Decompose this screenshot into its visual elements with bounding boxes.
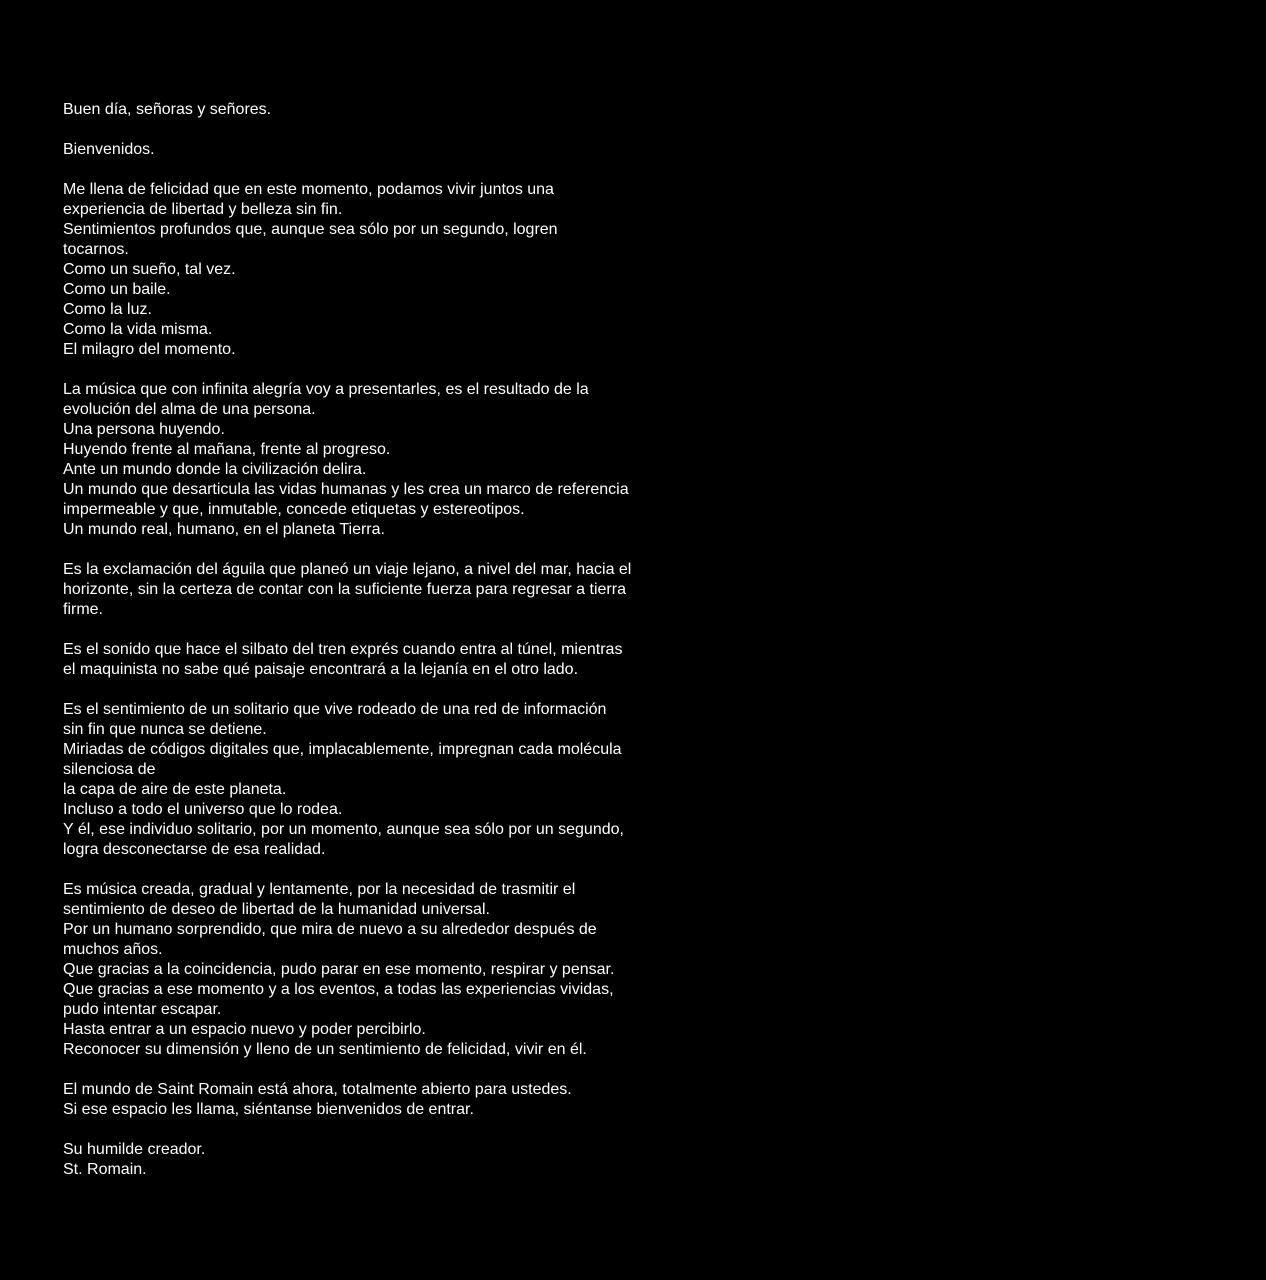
paragraph-gap <box>63 680 683 700</box>
text-line: firme. <box>63 601 103 618</box>
text-line: Un mundo real, humano, en el planeta Tierra. <box>63 521 385 538</box>
paragraph-gap <box>63 1120 683 1140</box>
paragraph <box>63 700 683 860</box>
text-line: Incluso a todo el universo que lo rodea. <box>63 801 343 818</box>
paragraph-gap <box>63 1060 683 1080</box>
text-line: Que gracias a ese momento y a los eventos, a todas las experiencias vividas, <box>63 981 614 998</box>
text-line: Como la luz. <box>63 301 152 318</box>
text-line: tocarnos. <box>63 241 129 258</box>
paragraph-gap <box>63 620 683 640</box>
text-line: logra desconectarse de esa realidad. <box>63 841 326 858</box>
text-line: Que gracias a la coincidencia, pudo parar en ese momento, respirar y pensar. <box>63 961 615 978</box>
text-line: Y él, ese individuo solitario, por un momento, aunque sea sólo por un segundo, <box>63 821 624 838</box>
text-line: sin fin que nunca se detiene. <box>63 721 267 738</box>
text-line: St. Romain. <box>63 1161 147 1178</box>
text-line: Un mundo que desarticula las vidas humanas y les crea un marco de referencia <box>63 481 629 498</box>
paragraph-gap <box>63 860 683 880</box>
text-line: sentimiento de deseo de libertad de la humanidad universal. <box>63 901 490 918</box>
text-line: Miriadas de códigos digitales que, implacablemente, impregnan cada molécula <box>63 741 622 758</box>
text-line: La música que con infinita alegría voy a presentarles, es el resultado de la <box>63 381 589 398</box>
text-line: silenciosa de <box>63 761 156 778</box>
text-line: Buen día, señoras y señores. <box>63 101 272 118</box>
text-line: Como un sueño, tal vez. <box>63 261 236 278</box>
paragraph <box>63 880 683 1060</box>
paragraph-gap <box>63 120 683 140</box>
text-line: El mundo de Saint Romain está ahora, totalmente abierto para ustedes. <box>63 1081 572 1098</box>
text-line: experiencia de libertad y belleza sin fin. <box>63 201 343 218</box>
text-line: Huyendo frente al mañana, frente al progreso. <box>63 441 391 458</box>
text-line: el maquinista no sabe qué paisaje encontrará a la lejanía en el otro lado. <box>63 661 579 678</box>
text-line: Por un humano sorprendido, que mira de nuevo a su alrededor después de <box>63 921 597 938</box>
text-line: pudo intentar escapar. <box>63 1001 222 1018</box>
text-line: Es la exclamación del águila que planeó un viaje lejano, a nivel del mar, hacia el <box>63 561 632 578</box>
text-line: Reconocer su dimensión y lleno de un sentimiento de felicidad, vivir en él. <box>63 1041 587 1058</box>
paragraph-gap <box>63 540 683 560</box>
text-line: Como la vida misma. <box>63 321 213 338</box>
text-line: Bienvenidos. <box>63 141 155 158</box>
paragraph <box>63 100 683 120</box>
text-line: Como un baile. <box>63 281 171 298</box>
text-line: Es el sonido que hace el silbato del tren exprés cuando entra al túnel, mientras <box>63 641 623 658</box>
paragraph <box>63 640 683 680</box>
paragraph <box>63 1080 683 1120</box>
text-line: impermeable y que, inmutable, concede etiquetas y estereotipos. <box>63 501 525 518</box>
text-line: Si ese espacio les llama, siéntanse bienvenidos de entrar. <box>63 1101 474 1118</box>
text-line: Es música creada, gradual y lentamente, por la necesidad de trasmitir el <box>63 881 576 898</box>
text-line: Me llena de felicidad que en este momento, podamos vivir juntos una <box>63 181 554 198</box>
paragraph <box>63 380 683 540</box>
text-line: evolución del alma de una persona. <box>63 401 316 418</box>
paragraph <box>63 560 683 620</box>
paragraph-gap <box>63 160 683 180</box>
paragraph-gap <box>63 360 683 380</box>
text-line: Es el sentimiento de un solitario que vive rodeado de una red de información <box>63 701 607 718</box>
paragraph <box>63 140 683 160</box>
text-line: Hasta entrar a un espacio nuevo y poder percibirlo. <box>63 1021 426 1038</box>
text-line: Una persona huyendo. <box>63 421 225 438</box>
text-line: Ante un mundo donde la civilización delira. <box>63 461 367 478</box>
text-line: Sentimientos profundos que, aunque sea sólo por un segundo, logren <box>63 221 558 238</box>
paragraph <box>63 1140 683 1180</box>
letter-body <box>63 100 683 1180</box>
text-line: muchos años. <box>63 941 163 958</box>
text-line: la capa de aire de este planeta. <box>63 781 287 798</box>
text-line: horizonte, sin la certeza de contar con la suficiente fuerza para regresar a tierra <box>63 581 626 598</box>
text-line: Su humilde creador. <box>63 1141 206 1158</box>
text-line: El milagro del momento. <box>63 341 236 358</box>
paragraph <box>63 180 683 360</box>
